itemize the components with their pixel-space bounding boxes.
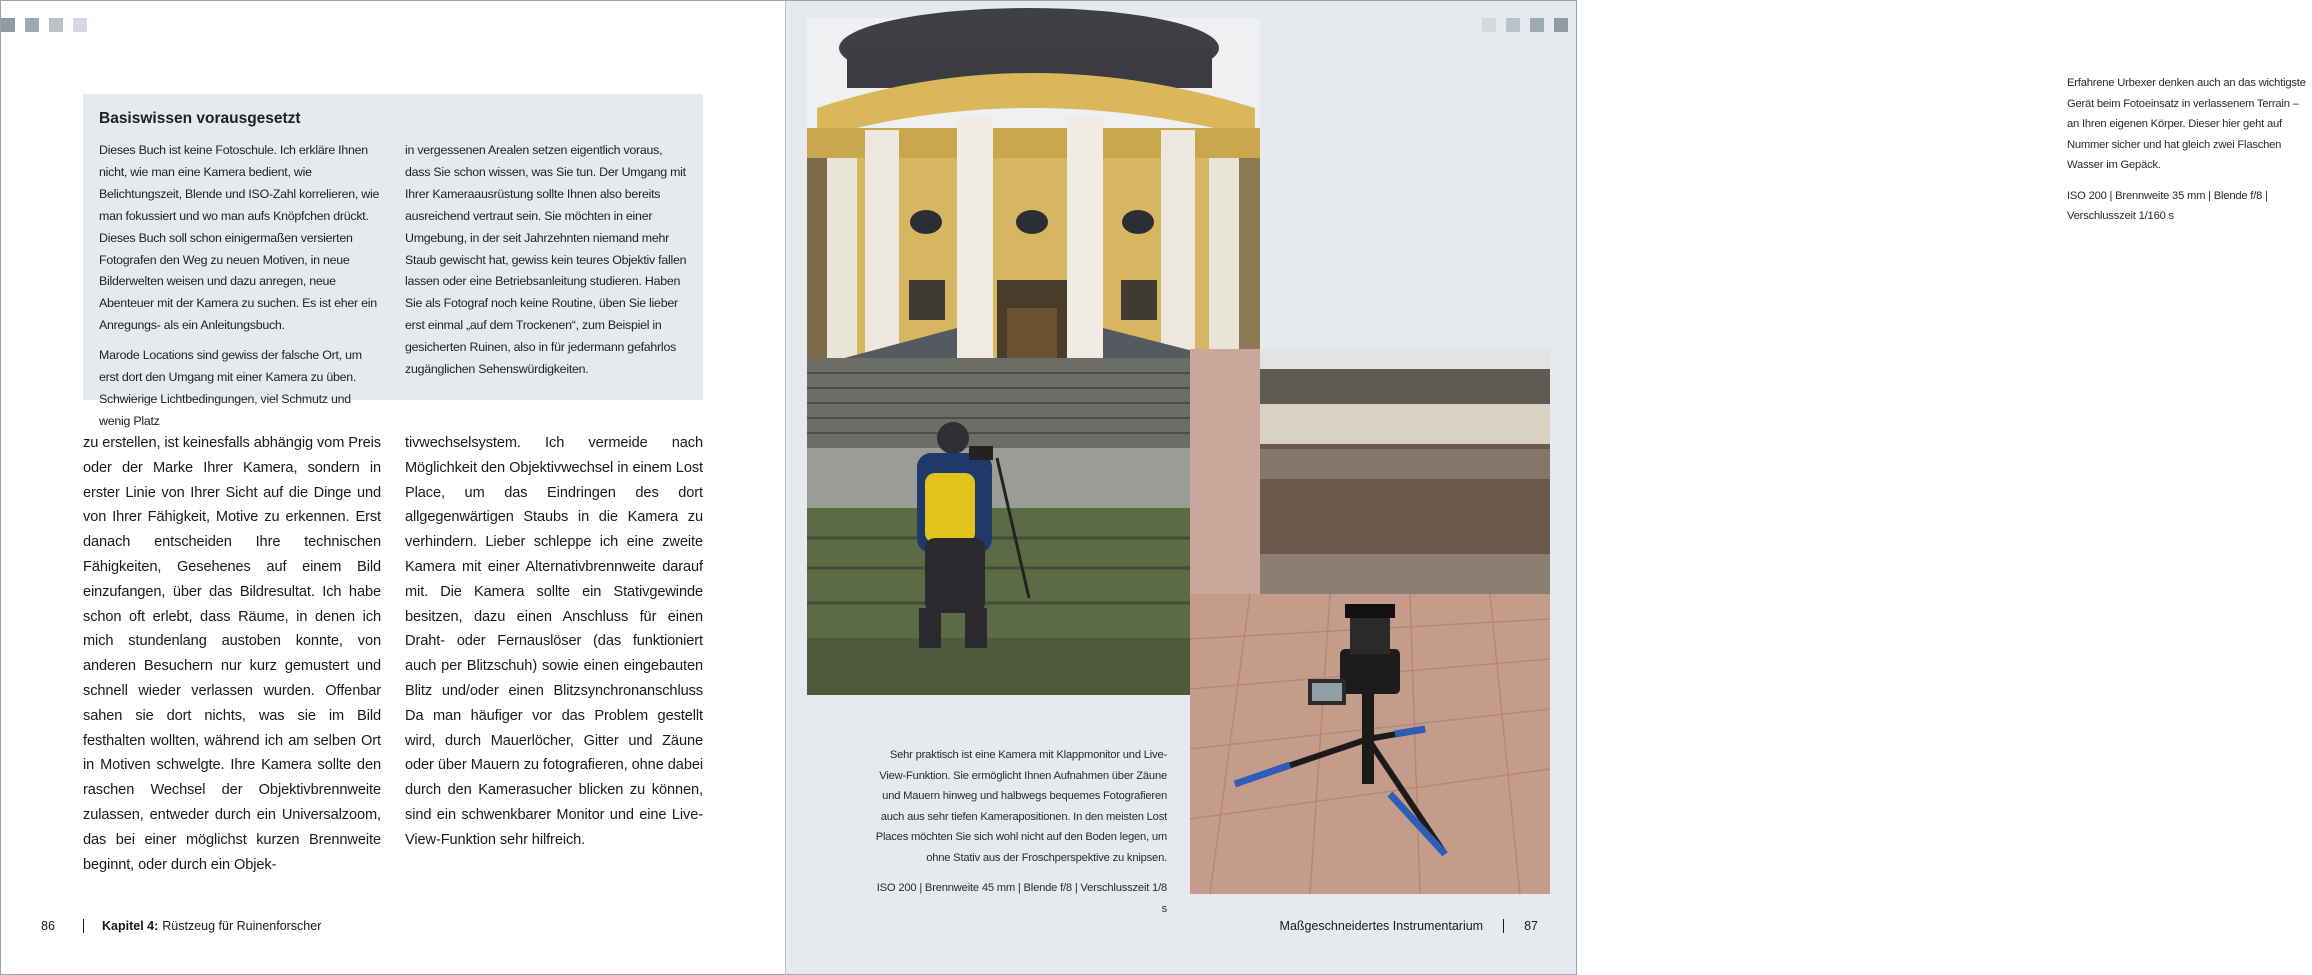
- decorative-squares-right: [1482, 18, 1568, 32]
- caption-tech-details: ISO 200 | Brennweite 45 mm | Blende f/8 | Verschlusszeit 1/8 s: [876, 882, 1167, 915]
- chapter-label: Kapitel 4:: [102, 919, 159, 933]
- right-footer: [1280, 919, 1538, 933]
- square-decoration: [49, 18, 63, 32]
- caption-bottom: [869, 745, 1167, 919]
- caption-text: Sehr praktisch ist eine Kamera mit Klappmonitor und Live-View-Funktion. Sie ermöglicht Ihnen Aufnahmen über Zäune und Mauern hinweg und halbwegs bequemes Fotografieren auch aus sehr tiefen Kamerapositionen. In den meisten Lost Places möchten Sie sich wohl nicht auf den Boden legen, um ohne Stativ aus der Froschperspektive zu knipsen.: [875, 749, 1167, 864]
- square-decoration: [1, 18, 15, 32]
- page-number-left: 86: [41, 919, 55, 933]
- left-page: [0, 0, 785, 975]
- left-footer: [41, 919, 321, 933]
- body-text-column-1: zu erstellen, ist keinesfalls abhängig vom Preis oder der Marke Ihrer Kamera, sondern in erster Linie von Ihrer Sicht auf die Dinge und von Ihrer Fähigkeit, Motive zu erkennen. Erst danach entscheiden Ihre technischen Fähigkeiten, Gesehenes auf einem Bild einzufangen, über das Bildresultat. Ich habe schon oft erlebt, dass Räume, in denen ich mich stundenlang austoben konnte, von anderen Besuchern nur kurz gemustert und schnell wieder verlassen wurden. Offenbar sahen sie dort nichts, was sie im Bild festhalten wollten, während ich am selben Ort in Motiven schwelgte. Ihre Kamera sollte den raschen Wechsel der Objektivbrennweite zulassen, entweder durch ein Universalzoom, das bei einer möglichst kurzen Brennweite beginnt, oder durch ein Objek-: [83, 435, 381, 873]
- info-box-column-1: [99, 140, 380, 433]
- caption-tech-details: ISO 200 | Brennweite 35 mm | Blende f/8 | Verschlusszeit 1/160 s: [2067, 189, 2268, 222]
- decorative-squares-left: [1, 18, 87, 32]
- info-box-paragraph: Dieses Buch ist keine Fotoschule. Ich erkläre Ihnen nicht, wie man eine Kamera bedient, wie Belichtungszeit, Blende und ISO-Zahl korrelieren, wie man fokussiert und wo man aufs Knöpfchen drückt. Dieses Buch soll schon einigermaßen versierten Fotografen den Weg zu neuen Motiven, in neue Bilderwelten weisen und dazu anregen, neue Abenteuer mit der Kamera zu suchen. Es ist eher ein Anregungs- als ein Anleitungsbuch.: [99, 143, 380, 333]
- footer-divider: [83, 919, 84, 933]
- photo-camera-tripod: [1190, 349, 1550, 894]
- caption-top: [2067, 73, 2312, 227]
- info-box-paragraph: in vergessenen Arealen setzen eigentlich voraus, dass Sie schon wissen, was Sie tun. Der Umgang mit Ihrer Kameraausrüstung sollte Ihnen also bereits ausreichend vertraut sein. Sie möchten in einer Umgebung, in der seit Jahrzehnten niemand mehr Staub gewischt hat, gewiss kein teures Objektiv fallen lassen oder eine Betriebsanleitung studieren. Haben Sie als Fotograf noch keine Routine, üben Sie lieber erst einmal „auf dem Trockenen“, zum Beispiel in gesicherten Ruinen, also in für jedermann gefahrlos zugänglichen Sehenswürdigkeiten.: [405, 143, 687, 377]
- square-decoration: [1506, 18, 1520, 32]
- square-decoration: [1554, 18, 1568, 32]
- info-box-paragraph: Marode Locations sind gewiss der falsche Ort, um erst dort den Umgang mit einer Kamera zu üben. Schwierige Lichtbedingungen, viel Schmutz und wenig Platz: [99, 348, 362, 428]
- info-box-title: Basiswissen vorausgesetzt: [99, 110, 301, 127]
- square-decoration: [1482, 18, 1496, 32]
- square-decoration: [1530, 18, 1544, 32]
- page-number-right: 87: [1524, 919, 1538, 933]
- info-box: [83, 94, 703, 428]
- footer-divider: [1503, 919, 1504, 933]
- section-title: Maßgeschneidertes Instrumentarium: [1279, 919, 1484, 933]
- body-text-column-2: tivwechselsystem. Ich vermeide nach Möglichkeit den Objektivwechsel in einem Lost Place, um das Eindringen des dort allgegenwärtigen Staubs in die Kamera zu verhindern. Lieber schleppe ich eine zweite Kamera mit einer Alternativbrennweite darauf mit. Die Kamera sollte ein Stativgewinde besitzen, dazu einen Anschluss für einen Draht- oder Fernauslöser (das funktioniert auch per Blitzschuh) sowie einen eingebauten Blitz und/oder einen Blitzsynchronanschluss Da man häufiger vor das Problem gestellt wird, durch Mauerlöcher, Gitter und Zäune oder über Mauern zu fotografieren, ohne dabei durch den Kamerasucher blicken zu können, sind ein schwenkbarer Monitor und eine Live-View-Funktion sehr hilfreich.: [405, 435, 703, 848]
- caption-text: Erfahrene Urbexer denken auch an das wichtigste Gerät beim Fotoeinsatz in verlassenem Terrain – an Ihren eigenen Körper. Dieser hier geht auf Nummer sicher und hat gleich zwei Flaschen Wasser im Gepäck.: [2067, 77, 2306, 171]
- square-decoration: [73, 18, 87, 32]
- info-box-column-2: [405, 140, 689, 381]
- square-decoration: [25, 18, 39, 32]
- chapter-title: Rüstzeug für Ruinenforscher: [162, 919, 322, 933]
